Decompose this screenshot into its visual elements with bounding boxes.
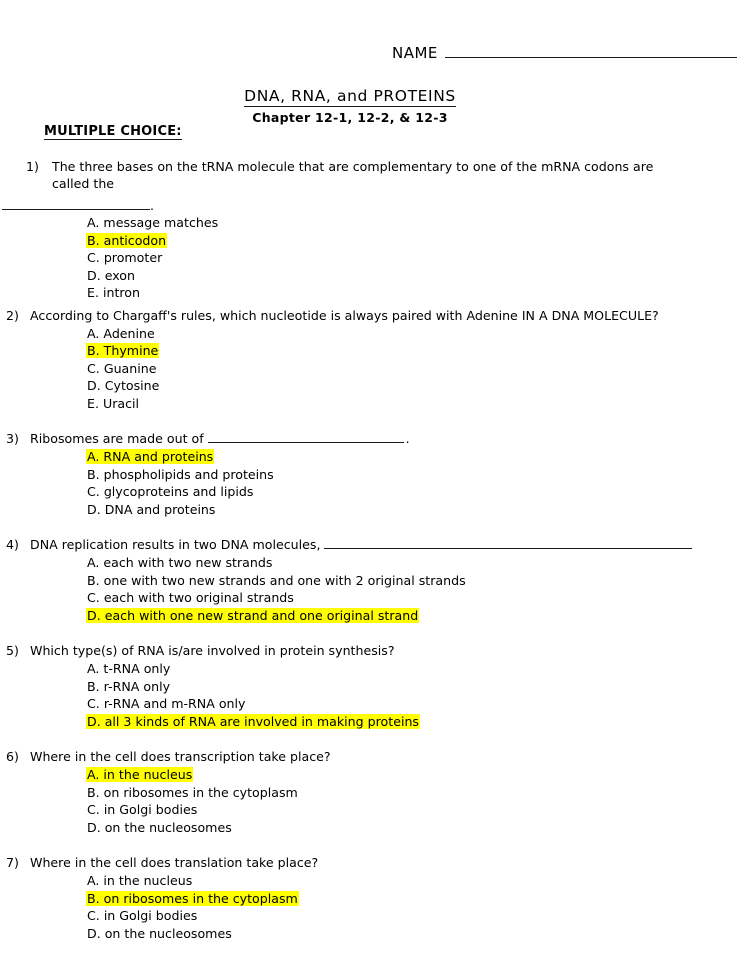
option-content bbox=[86, 285, 141, 300]
option-list bbox=[0, 554, 749, 624]
option-row[interactable] bbox=[0, 589, 749, 607]
option-text: in the nucleus bbox=[103, 873, 193, 888]
option-text: on the nucleosomes bbox=[104, 819, 232, 835]
option-label: A. bbox=[87, 555, 100, 570]
option-content bbox=[86, 802, 198, 817]
question-block bbox=[0, 430, 749, 518]
option-row[interactable] bbox=[0, 872, 749, 890]
option-list bbox=[0, 660, 749, 730]
option-label: D. bbox=[87, 501, 101, 517]
page-title: DNA, RNA, and PROTEINS bbox=[244, 87, 456, 105]
option-row[interactable] bbox=[0, 660, 749, 678]
option-row-highlighted[interactable] bbox=[0, 766, 749, 784]
option-content bbox=[86, 820, 233, 835]
option-label: B. bbox=[87, 466, 100, 482]
question-text-after: . bbox=[150, 198, 155, 213]
question-block bbox=[0, 748, 749, 836]
option-text: on the nucleosomes bbox=[104, 925, 232, 941]
name-label: NAME bbox=[392, 44, 438, 62]
option-text: on ribosomes in the cytoplasm bbox=[103, 890, 298, 906]
option-text: phospholipids and proteins bbox=[103, 466, 274, 482]
option-content bbox=[86, 926, 233, 941]
option-label: B. bbox=[87, 343, 100, 358]
name-field-row bbox=[392, 44, 737, 62]
option-row[interactable] bbox=[0, 554, 749, 572]
page-title-wrap bbox=[0, 86, 700, 107]
option-label: C. bbox=[87, 696, 100, 711]
question-prompt: The three bases on the tRNA molecule that are complementary to one of the mRNA codons are called the bbox=[52, 159, 654, 191]
option-content bbox=[86, 608, 419, 623]
option-label: D. bbox=[87, 267, 101, 283]
option-label: A. bbox=[87, 661, 100, 676]
answer-blank-row bbox=[2, 198, 749, 213]
section-heading: MULTIPLE CHOICE: bbox=[44, 124, 182, 139]
option-content bbox=[86, 661, 171, 676]
option-label: C. bbox=[87, 484, 100, 499]
answer-blank[interactable] bbox=[324, 537, 692, 549]
option-content bbox=[86, 573, 467, 588]
option-content bbox=[86, 785, 299, 800]
option-text: on ribosomes in the cytoplasm bbox=[103, 784, 298, 800]
option-content bbox=[86, 484, 254, 499]
option-label: C. bbox=[87, 250, 100, 265]
option-row[interactable] bbox=[0, 678, 749, 696]
answer-blank[interactable] bbox=[208, 431, 404, 443]
option-content bbox=[86, 378, 160, 393]
option-text: Thymine bbox=[103, 343, 159, 358]
option-text: r-RNA and m-RNA only bbox=[103, 696, 246, 711]
option-row[interactable] bbox=[0, 801, 749, 819]
option-label: A. bbox=[87, 215, 100, 230]
question-text-after: . bbox=[405, 431, 410, 446]
option-row-highlighted[interactable] bbox=[0, 232, 749, 250]
option-label: B. bbox=[87, 232, 100, 248]
option-label: D. bbox=[87, 378, 101, 393]
question-line bbox=[0, 748, 749, 765]
question-line bbox=[0, 158, 749, 192]
option-label: E. bbox=[87, 285, 99, 300]
question-line bbox=[0, 430, 749, 447]
question-block bbox=[0, 642, 749, 730]
option-row[interactable] bbox=[0, 214, 749, 232]
option-row[interactable] bbox=[0, 695, 749, 713]
option-content bbox=[86, 467, 275, 482]
option-text: Adenine bbox=[103, 325, 155, 341]
option-content bbox=[86, 908, 198, 923]
option-content bbox=[86, 891, 299, 906]
option-text: in Golgi bodies bbox=[103, 908, 198, 923]
question-line bbox=[0, 642, 749, 659]
option-text: Cytosine bbox=[104, 378, 160, 393]
option-label: A. bbox=[87, 449, 100, 464]
option-row[interactable] bbox=[0, 819, 749, 837]
page-subtitle: Chapter 12-1, 12-2, & 12-3 bbox=[252, 110, 448, 125]
questions-list bbox=[0, 158, 749, 960]
option-text: all 3 kinds of RNA are involved in making proteins bbox=[104, 713, 419, 729]
option-row[interactable] bbox=[0, 395, 749, 413]
option-row[interactable] bbox=[0, 267, 749, 285]
option-label: C. bbox=[87, 360, 100, 376]
question-line bbox=[0, 307, 749, 324]
option-content bbox=[86, 268, 136, 283]
option-row[interactable] bbox=[0, 466, 749, 484]
question-line bbox=[0, 536, 749, 553]
option-row-highlighted[interactable] bbox=[0, 607, 749, 625]
title-block bbox=[0, 86, 700, 125]
question-block bbox=[0, 536, 749, 624]
option-row[interactable] bbox=[0, 572, 749, 590]
option-label: E. bbox=[87, 395, 99, 411]
option-label: A. bbox=[87, 767, 100, 782]
option-row[interactable] bbox=[0, 325, 749, 343]
option-row[interactable] bbox=[0, 249, 749, 267]
option-label: C. bbox=[87, 802, 100, 817]
option-label: A. bbox=[87, 325, 100, 341]
option-text: one with two new strands and one with 2 original strands bbox=[103, 572, 466, 588]
question-number: 6) bbox=[6, 749, 19, 764]
option-list bbox=[0, 214, 749, 302]
option-text: anticodon bbox=[103, 232, 167, 248]
option-text: glycoproteins and lipids bbox=[103, 484, 254, 499]
option-label: B. bbox=[87, 678, 100, 694]
option-label: B. bbox=[87, 784, 100, 800]
option-text: promoter bbox=[103, 250, 163, 265]
option-content bbox=[86, 767, 193, 782]
question-prompt: Where in the cell does transcription take place? bbox=[30, 749, 331, 764]
option-row[interactable] bbox=[0, 907, 749, 925]
option-text: Uracil bbox=[102, 395, 140, 411]
option-text: each with two original strands bbox=[103, 590, 294, 605]
question-prompt: Where in the cell does translation take place? bbox=[30, 855, 319, 870]
question-text bbox=[30, 536, 749, 553]
question-block bbox=[0, 854, 749, 942]
option-text: each with one new strand and one original strand bbox=[104, 607, 419, 623]
option-content bbox=[86, 326, 156, 341]
option-text: in Golgi bodies bbox=[103, 802, 198, 817]
option-content bbox=[86, 873, 193, 888]
option-content bbox=[86, 343, 159, 358]
question-prompt: Ribosomes are made out of bbox=[30, 431, 204, 446]
question-number: 4) bbox=[6, 537, 19, 552]
option-text: each with two new strands bbox=[103, 555, 273, 570]
question-text bbox=[30, 307, 749, 324]
option-text: message matches bbox=[103, 215, 219, 230]
option-row-highlighted[interactable] bbox=[0, 890, 749, 908]
option-content bbox=[86, 714, 420, 729]
option-row[interactable] bbox=[0, 501, 749, 519]
question-text bbox=[30, 854, 749, 871]
option-list bbox=[0, 766, 749, 836]
question-text bbox=[52, 158, 749, 192]
option-content bbox=[86, 502, 216, 517]
option-content bbox=[86, 233, 167, 248]
option-content bbox=[86, 361, 157, 376]
option-text: RNA and proteins bbox=[103, 449, 214, 464]
option-label: D. bbox=[87, 925, 101, 941]
question-number: 2) bbox=[6, 307, 19, 323]
question-text bbox=[30, 748, 749, 765]
question-number: 3) bbox=[6, 431, 19, 446]
option-label: D. bbox=[87, 607, 101, 623]
option-content bbox=[86, 449, 214, 464]
option-label: D. bbox=[87, 713, 101, 729]
option-row[interactable] bbox=[0, 925, 749, 943]
option-content bbox=[86, 679, 171, 694]
option-content bbox=[86, 215, 219, 230]
question-number: 1) bbox=[26, 159, 39, 174]
option-text: intron bbox=[102, 285, 140, 300]
option-list bbox=[0, 325, 749, 413]
question-text bbox=[30, 642, 749, 659]
answer-blank[interactable] bbox=[2, 198, 150, 210]
question-number: 7) bbox=[6, 855, 19, 870]
option-row[interactable] bbox=[0, 784, 749, 802]
option-content bbox=[86, 396, 140, 411]
option-label: C. bbox=[87, 590, 100, 605]
option-content bbox=[86, 696, 246, 711]
option-text: Guanine bbox=[103, 360, 157, 376]
option-text: t-RNA only bbox=[103, 661, 171, 676]
option-row-highlighted[interactable] bbox=[0, 342, 749, 360]
option-content bbox=[86, 250, 163, 265]
option-row-highlighted[interactable] bbox=[0, 448, 749, 466]
option-list bbox=[0, 448, 749, 518]
option-content bbox=[86, 555, 273, 570]
option-list bbox=[0, 872, 749, 942]
option-label: B. bbox=[87, 890, 100, 906]
question-block bbox=[0, 307, 749, 413]
question-block bbox=[0, 158, 749, 302]
question-number: 5) bbox=[6, 643, 19, 658]
option-row[interactable] bbox=[0, 284, 749, 302]
option-row-highlighted[interactable] bbox=[0, 713, 749, 731]
option-label: A. bbox=[87, 873, 100, 888]
option-content bbox=[86, 590, 295, 605]
option-row[interactable] bbox=[0, 377, 749, 395]
option-text: r-RNA only bbox=[103, 678, 171, 694]
question-prompt: DNA replication results in two DNA molecules, bbox=[30, 537, 321, 552]
name-input-blank[interactable] bbox=[445, 44, 737, 58]
question-prompt: Which type(s) of RNA is/are involved in protein synthesis? bbox=[30, 643, 395, 658]
option-text: exon bbox=[104, 267, 135, 283]
option-text: in the nucleus bbox=[103, 767, 193, 782]
question-line bbox=[0, 854, 749, 871]
option-text: DNA and proteins bbox=[104, 501, 216, 517]
option-label: D. bbox=[87, 819, 101, 835]
question-text bbox=[30, 430, 749, 447]
question-prompt: According to Chargaff's rules, which nucleotide is always paired with Adenine IN A DNA MOLECULE? bbox=[30, 307, 659, 323]
option-label: B. bbox=[87, 572, 100, 588]
option-row[interactable] bbox=[0, 360, 749, 378]
option-label: C. bbox=[87, 908, 100, 923]
option-row[interactable] bbox=[0, 483, 749, 501]
